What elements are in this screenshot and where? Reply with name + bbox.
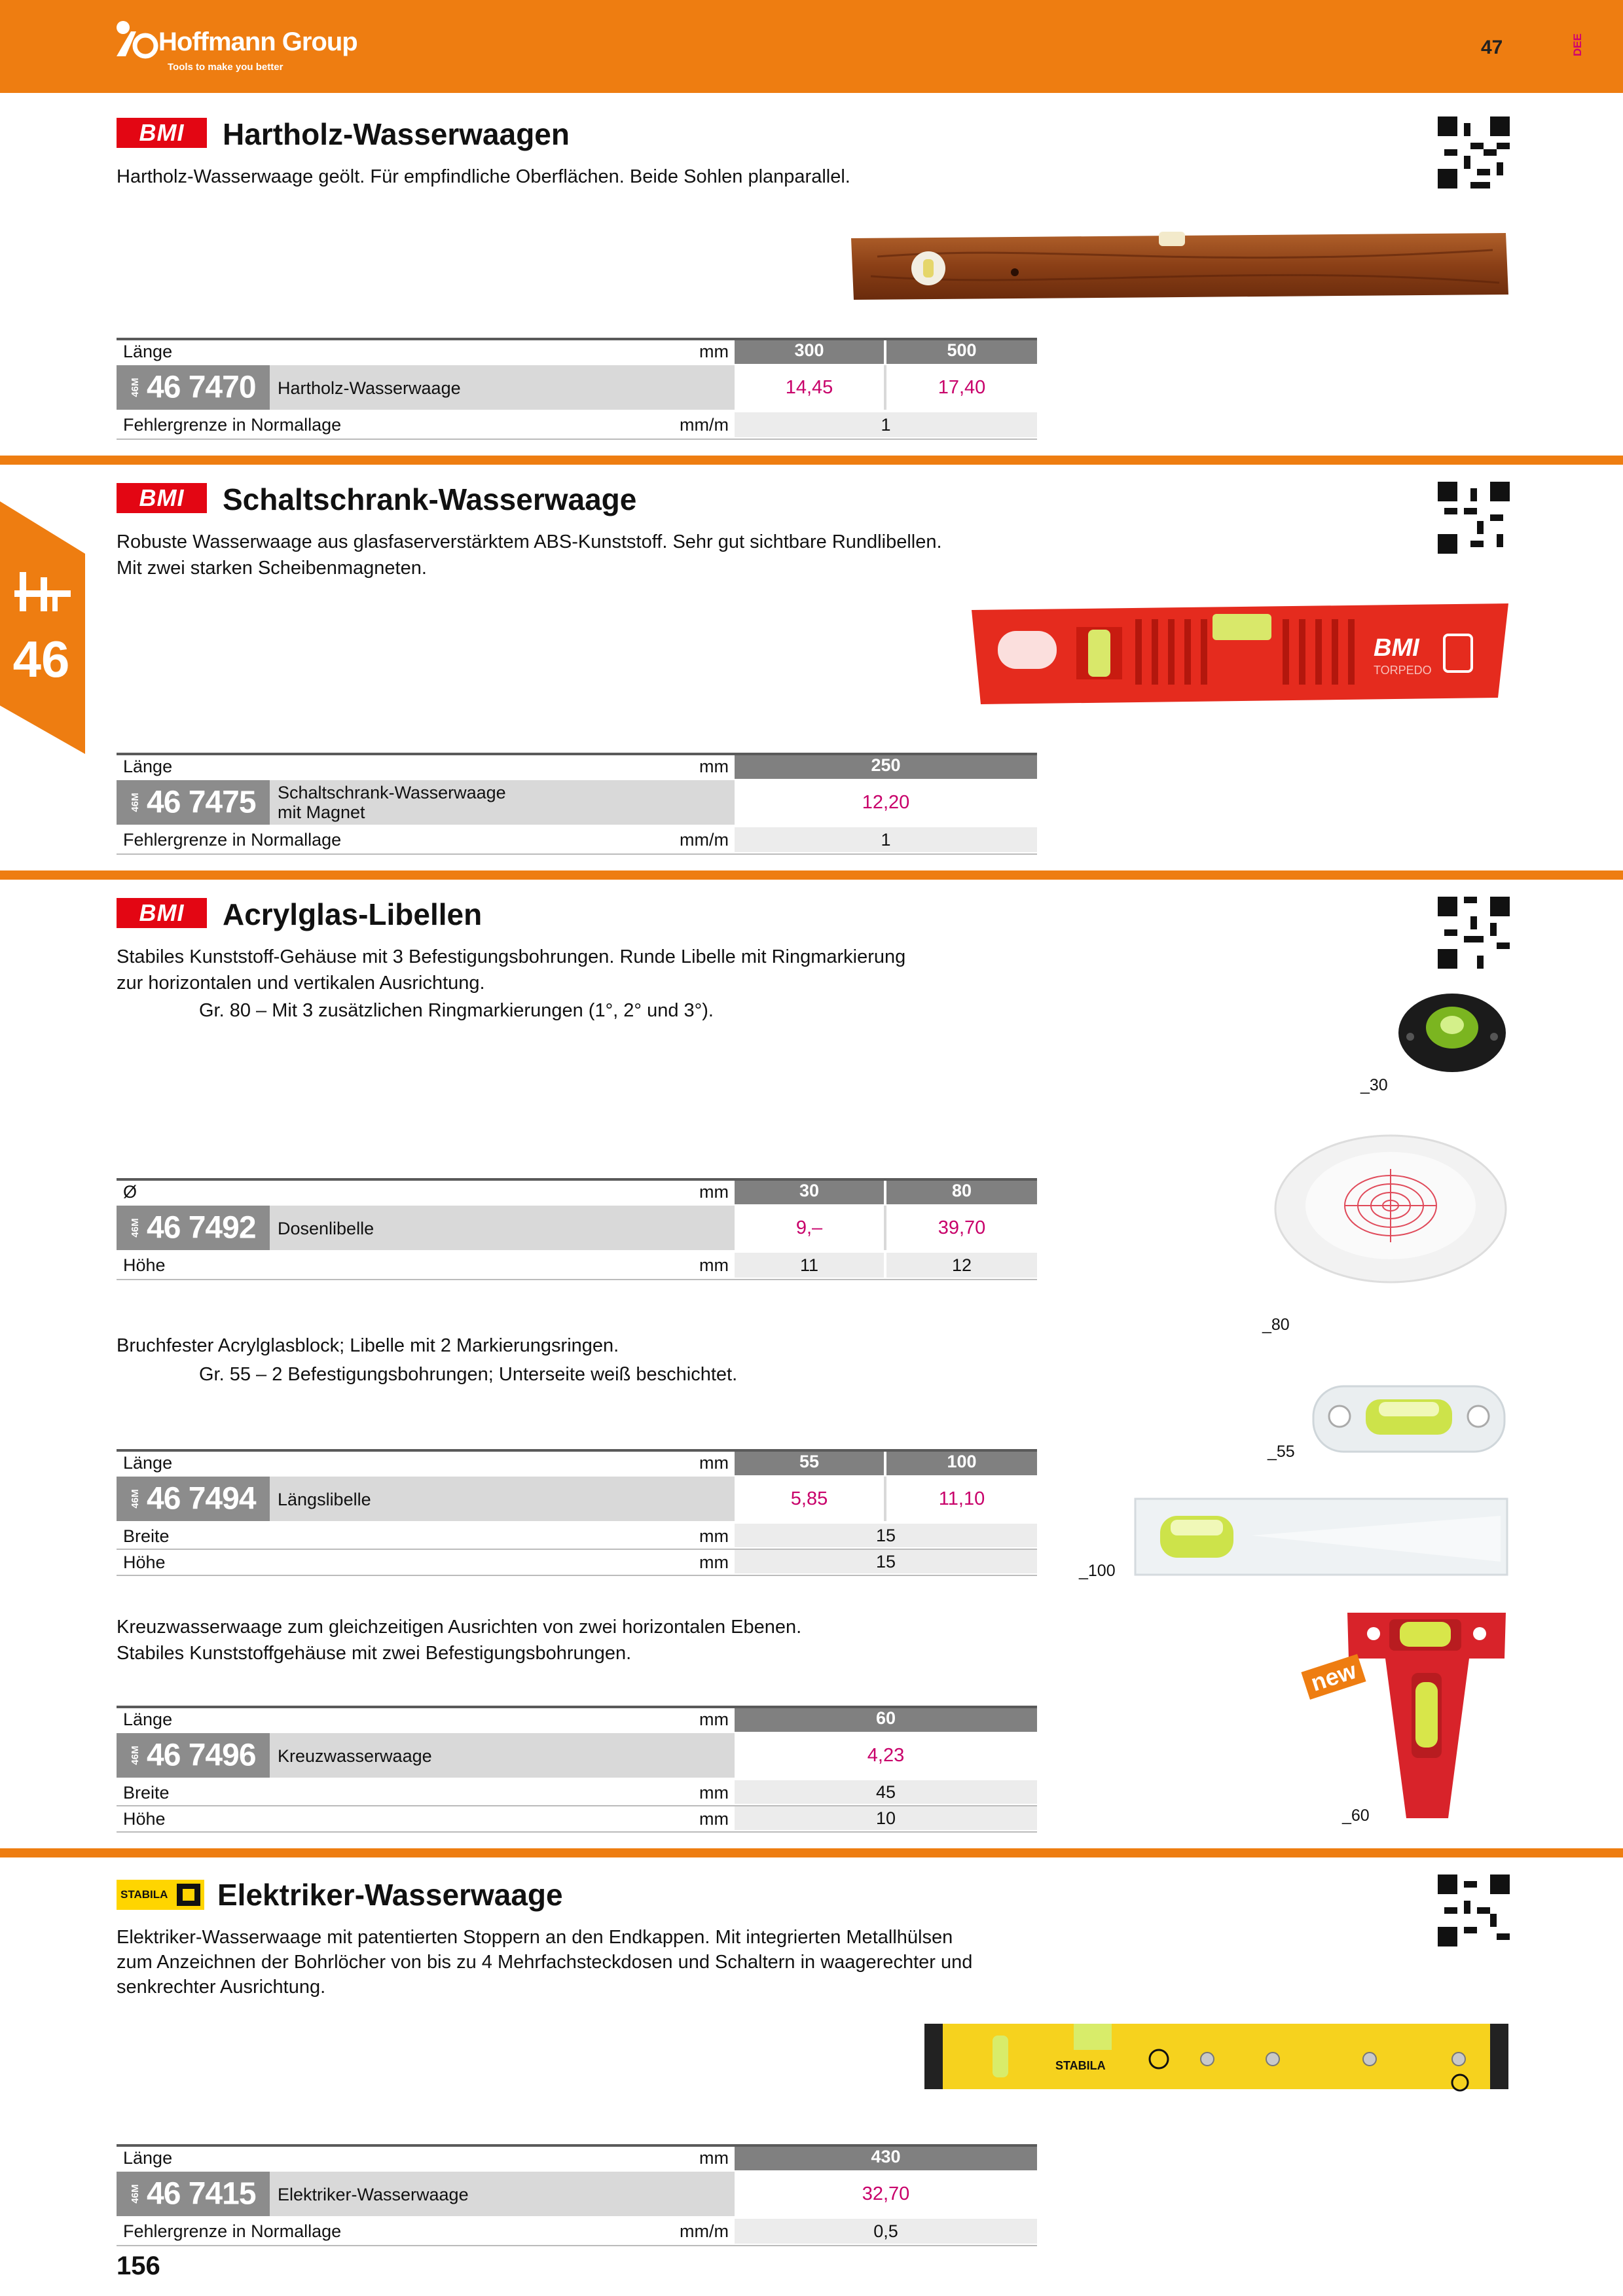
unit: mm/m xyxy=(680,830,729,850)
unit: mm xyxy=(699,757,729,776)
size-caption: _55 xyxy=(1267,1443,1295,1461)
unit: mm xyxy=(699,1182,729,1202)
row-label: Höhe xyxy=(123,1255,166,1275)
size-note: Gr. 80 – Mit 3 zusätzlichen Ringmarkierungen (1°, 2° und 3°). xyxy=(199,1000,714,1021)
product-name: Längslibelle xyxy=(278,1490,371,1509)
stabila-logo: STABILA xyxy=(117,1880,204,1910)
size-header: 60 xyxy=(735,1708,1037,1732)
unit: mm xyxy=(699,342,729,361)
row-label: Ø xyxy=(123,1182,137,1202)
row-label: Höhe xyxy=(123,1552,166,1572)
page-number-bottom: 156 xyxy=(117,2251,160,2280)
caliper-icon xyxy=(18,571,71,610)
chapter-number: 46 xyxy=(12,630,70,688)
unit: mm xyxy=(699,1783,729,1803)
article-row xyxy=(117,1477,1037,1521)
bmi-logo: BMI xyxy=(117,118,207,148)
page-number-top: 47 xyxy=(1481,37,1503,58)
price: 11,10 xyxy=(886,1477,1037,1521)
new-badge: new xyxy=(1301,1654,1366,1700)
price: 12,20 xyxy=(735,780,1037,825)
svg-text:TORPEDO: TORPEDO xyxy=(1374,664,1432,677)
section-description: Bruchfester Acrylglasblock; Libelle mit 2 Markierungsringen. xyxy=(117,1335,619,1356)
product-name: Elektriker-Wasserwaage xyxy=(278,2185,469,2204)
chapter-tab xyxy=(0,501,85,754)
section-title: Elektriker-Wasserwaage xyxy=(217,1878,563,1912)
vial-55-image xyxy=(1311,1380,1507,1457)
price: 4,23 xyxy=(735,1733,1037,1778)
section-description: senkrechter Ausrichtung. xyxy=(117,1977,326,1998)
row-label: Breite xyxy=(123,1783,170,1803)
bmi-logo: BMI xyxy=(117,483,207,513)
article-row xyxy=(117,780,1037,825)
row-label: Fehlergrenze in Normallage xyxy=(123,830,342,850)
unit: mm xyxy=(699,1526,729,1546)
value: 11 xyxy=(735,1253,884,1278)
product-name: Kreuzwasserwaage xyxy=(278,1746,432,1766)
round-vial-80-image xyxy=(1273,1134,1508,1284)
unit: mm xyxy=(699,1809,729,1829)
section-separator xyxy=(0,456,1623,465)
size-caption: _100 xyxy=(1079,1562,1116,1580)
price: 14,45 xyxy=(735,365,884,410)
size-caption: _80 xyxy=(1262,1316,1290,1334)
price: 17,40 xyxy=(886,365,1037,410)
size-note: Gr. 55 – 2 Befestigungsbohrungen; Unterseite weiß beschichtet. xyxy=(199,1364,738,1385)
article-number: 46M 46 7475 xyxy=(117,780,270,825)
size-caption: _60 xyxy=(1342,1806,1370,1825)
row-label: Höhe xyxy=(123,1809,166,1829)
product-name: Dosenlibelle xyxy=(278,1219,374,1238)
section-description: zum Anzeichnen der Bohrlöcher von bis zu 4 Mehrfachsteckdosen und Schaltern in waagerechter und xyxy=(117,1952,973,1973)
row-label: Länge xyxy=(123,2148,173,2168)
section-description: Stabiles Kunststoff-Gehäuse mit 3 Befestigungsbohrungen. Runde Libelle mit Ringmarkierung xyxy=(117,946,906,967)
unit: mm/m xyxy=(680,415,729,435)
section-description: Robuste Wasserwaage aus glasfaserverstärktem ABS-Kunststoff. Sehr gut sichtbare Rundlibellen. xyxy=(117,531,942,552)
row-label: Länge xyxy=(123,1453,173,1473)
size-header: 30 xyxy=(735,1181,884,1204)
language-code: DEE xyxy=(1571,33,1584,56)
product-table xyxy=(117,2144,1037,2246)
qr-code-icon xyxy=(1436,480,1511,555)
row-label: Länge xyxy=(123,342,173,361)
price: 9,– xyxy=(735,1206,884,1250)
size-header: 500 xyxy=(886,340,1037,364)
article-number: 46M 46 7492 xyxy=(117,1206,270,1250)
brand-name: Hoffmann Group xyxy=(158,27,357,56)
article-row xyxy=(117,2172,1037,2216)
section-description: zur horizontalen und vertikalen Ausrichtung. xyxy=(117,973,485,994)
size-header: 250 xyxy=(735,755,1037,779)
round-vial-30-image xyxy=(1396,987,1508,1076)
unit: mm xyxy=(699,1453,729,1473)
value: 1 xyxy=(735,827,1037,852)
unit: mm xyxy=(699,1255,729,1275)
size-header: 300 xyxy=(735,340,884,364)
product-table xyxy=(117,1706,1037,1834)
value: 15 xyxy=(735,1524,1037,1547)
unit: mm xyxy=(699,1552,729,1572)
article-number: 46M 46 7494 xyxy=(117,1477,270,1521)
section-title: Schaltschrank-Wasserwaage xyxy=(223,482,637,516)
section-description: Hartholz-Wasserwaage geölt. Für empfindliche Oberflächen. Beide Sohlen planparallel. xyxy=(117,166,850,187)
section-description: Elektriker-Wasserwaage mit patentierten Stoppern an den Endkappen. Mit integrierten Metallhülsen xyxy=(117,1927,953,1948)
section-separator xyxy=(0,1848,1623,1857)
article-row xyxy=(117,365,1037,410)
product-table xyxy=(117,338,1037,440)
unit: mm/m xyxy=(680,2221,729,2241)
bmi-logo: BMI xyxy=(117,898,207,928)
article-number: 46M 46 7470 xyxy=(117,365,270,410)
svg-text:STABILA: STABILA xyxy=(1055,2059,1106,2072)
section-separator xyxy=(0,870,1623,880)
price: 5,85 xyxy=(735,1477,884,1521)
row-label: Breite xyxy=(123,1526,170,1546)
unit: mm xyxy=(699,2148,729,2168)
qr-code-icon xyxy=(1436,895,1511,970)
size-header: 80 xyxy=(886,1181,1037,1204)
qr-code-icon xyxy=(1436,1873,1511,1948)
value: 10 xyxy=(735,1806,1037,1830)
svg-text:BMI: BMI xyxy=(1374,634,1419,662)
article-row xyxy=(117,1206,1037,1250)
section-description: Mit zwei starken Scheibenmagneten. xyxy=(117,558,427,579)
row-label: Fehlergrenze in Normallage xyxy=(123,415,342,435)
wood-level-image xyxy=(851,230,1508,302)
value: 45 xyxy=(735,1780,1037,1804)
product-table xyxy=(117,1449,1037,1577)
article-number: 46M 46 7415 xyxy=(117,2172,270,2216)
size-caption: _30 xyxy=(1360,1076,1388,1094)
vial-100-image xyxy=(1134,1496,1508,1577)
section-title: Hartholz-Wasserwaagen xyxy=(223,117,570,151)
section-description: Stabiles Kunststoffgehäuse mit zwei Befestigungsbohrungen. xyxy=(117,1643,632,1664)
row-label: Länge xyxy=(123,1710,173,1729)
price: 39,70 xyxy=(886,1206,1037,1250)
product-table xyxy=(117,1178,1037,1280)
cross-level-image xyxy=(1343,1610,1508,1823)
electrician-level-image xyxy=(924,2020,1508,2092)
brand-tagline: Tools to make you better xyxy=(168,62,283,73)
qr-code-icon xyxy=(1436,115,1511,190)
product-name: Hartholz-Wasserwaage xyxy=(278,378,461,398)
section-description: Kreuzwasserwaage zum gleichzeitigen Ausrichten von zwei horizontalen Ebenen. xyxy=(117,1617,802,1638)
product-name-line2: mit Magnet xyxy=(278,802,365,822)
size-header: 430 xyxy=(735,2147,1037,2170)
section-title: Acrylglas-Libellen xyxy=(223,897,483,931)
hoffmann-logo-icon xyxy=(113,17,160,59)
row-label: Länge xyxy=(123,757,173,776)
row-label: Fehlergrenze in Normallage xyxy=(123,2221,342,2241)
size-header: 55 xyxy=(735,1452,884,1475)
unit: mm xyxy=(699,1710,729,1729)
product-table xyxy=(117,753,1037,855)
value: 1 xyxy=(735,412,1037,437)
value: 0,5 xyxy=(735,2219,1037,2244)
torpedo-level-image xyxy=(972,601,1508,706)
article-row xyxy=(117,1733,1037,1778)
value: 15 xyxy=(735,1550,1037,1573)
price: 32,70 xyxy=(735,2172,1037,2216)
value: 12 xyxy=(886,1253,1037,1278)
size-header: 100 xyxy=(886,1452,1037,1475)
product-name: Schaltschrank-Wasserwaage xyxy=(278,783,506,802)
article-number: 46M 46 7496 xyxy=(117,1733,270,1778)
